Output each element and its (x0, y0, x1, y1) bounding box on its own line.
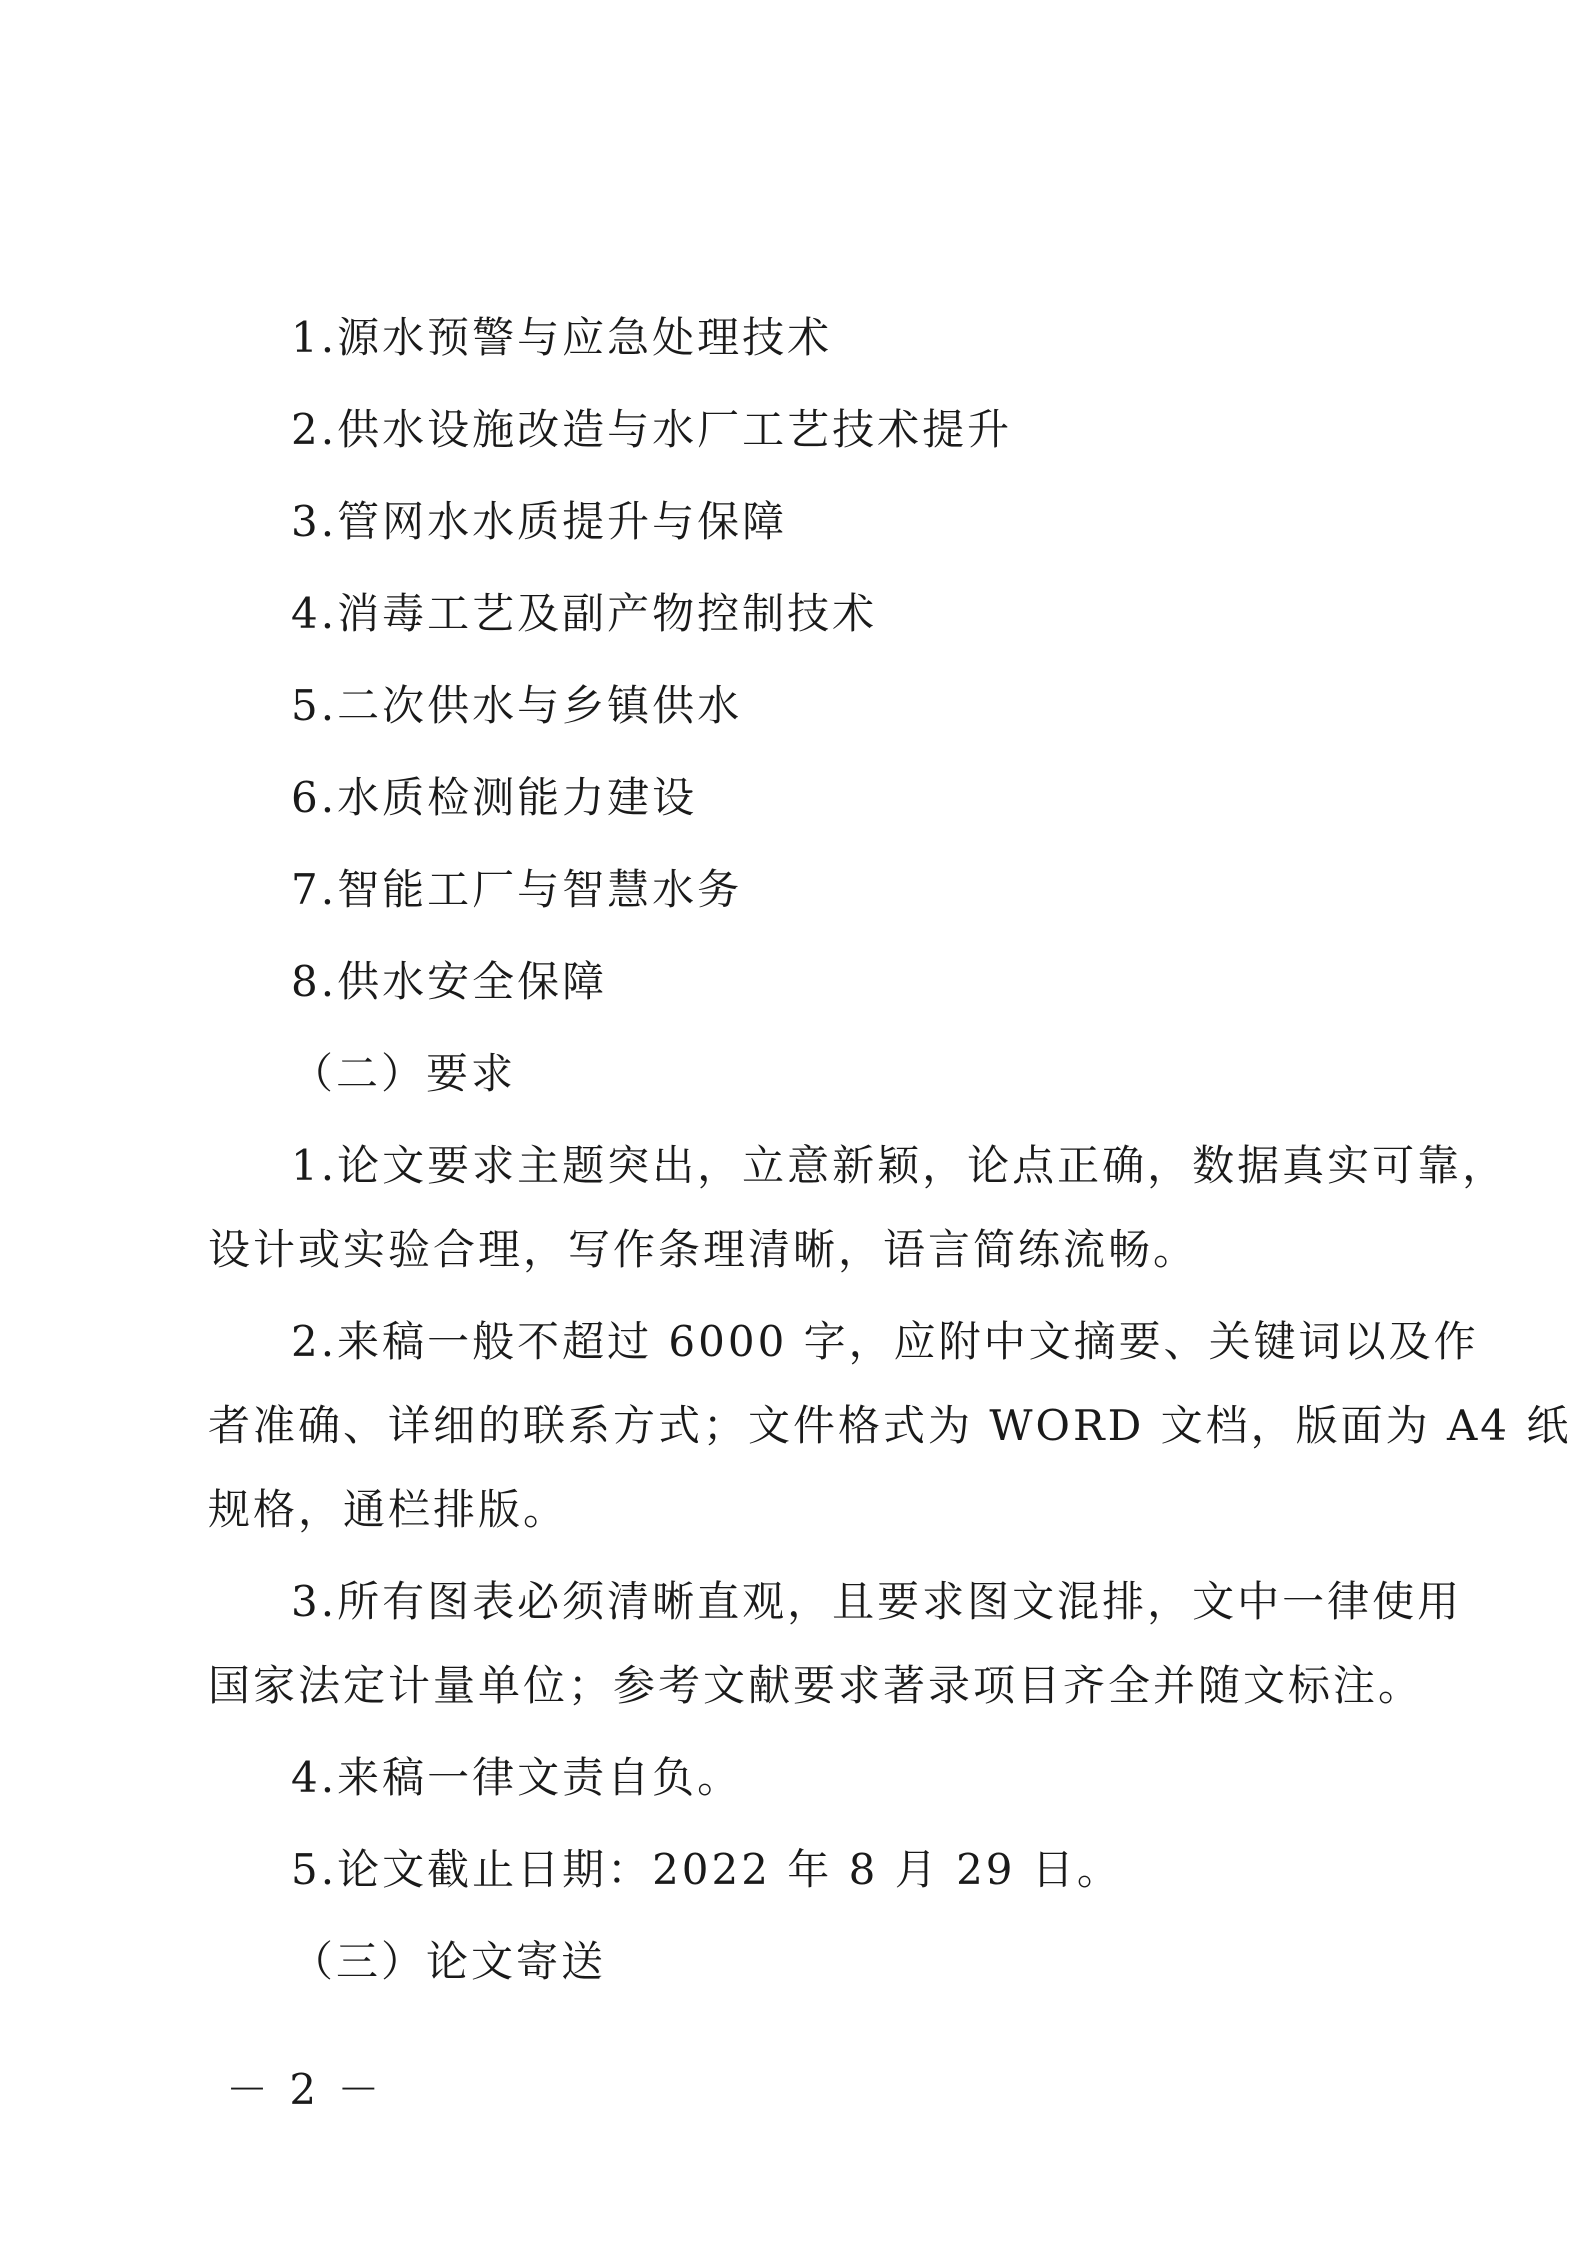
topic-item-4: 4.消毒工艺及副产物控制技术 (291, 589, 878, 638)
requirement-2-line-1: 2.来稿一般不超过 6000 字，应附中文摘要、关键词以及作 (291, 1317, 1479, 1366)
section-heading-submission: （三）论文寄送 (291, 1937, 607, 1986)
requirement-4: 4.来稿一律文责自负。 (291, 1753, 743, 1802)
requirement-3-line-1: 3.所有图表必须清晰直观，且要求图文混排，文中一律使用 (291, 1577, 1463, 1626)
section-heading-requirements: （二）要求 (291, 1049, 517, 1098)
requirement-1-line-1: 1.论文要求主题突出，立意新颖，论点正确，数据真实可靠， (291, 1141, 1508, 1190)
requirement-2-line-2: 者准确、详细的联系方式；文件格式为 WORD 文档，版面为 A4 纸 (208, 1401, 1572, 1450)
topic-item-1: 1.源水预警与应急处理技术 (291, 313, 833, 362)
topic-item-5: 5.二次供水与乡镇供水 (291, 681, 743, 730)
requirement-1-line-2: 设计或实验合理，写作条理清晰，语言简练流畅。 (208, 1225, 1199, 1274)
topic-item-8: 8.供水安全保障 (291, 957, 608, 1006)
topic-item-3: 3.管网水水质提升与保障 (291, 497, 788, 546)
topic-item-7: 7.智能工厂与智慧水务 (291, 865, 743, 914)
requirement-5-deadline: 5.论文截止日期：2022 年 8 月 29 日。 (291, 1845, 1122, 1894)
topic-item-2: 2.供水设施改造与水厂工艺技术提升 (291, 405, 1013, 454)
requirement-3-line-2: 国家法定计量单位；参考文献要求著录项目齐全并随文标注。 (208, 1661, 1424, 1710)
page-number: － 2 － (226, 2065, 384, 2114)
requirement-2-line-3: 规格，通栏排版。 (208, 1485, 569, 1534)
topic-item-6: 6.水质检测能力建设 (291, 773, 698, 822)
